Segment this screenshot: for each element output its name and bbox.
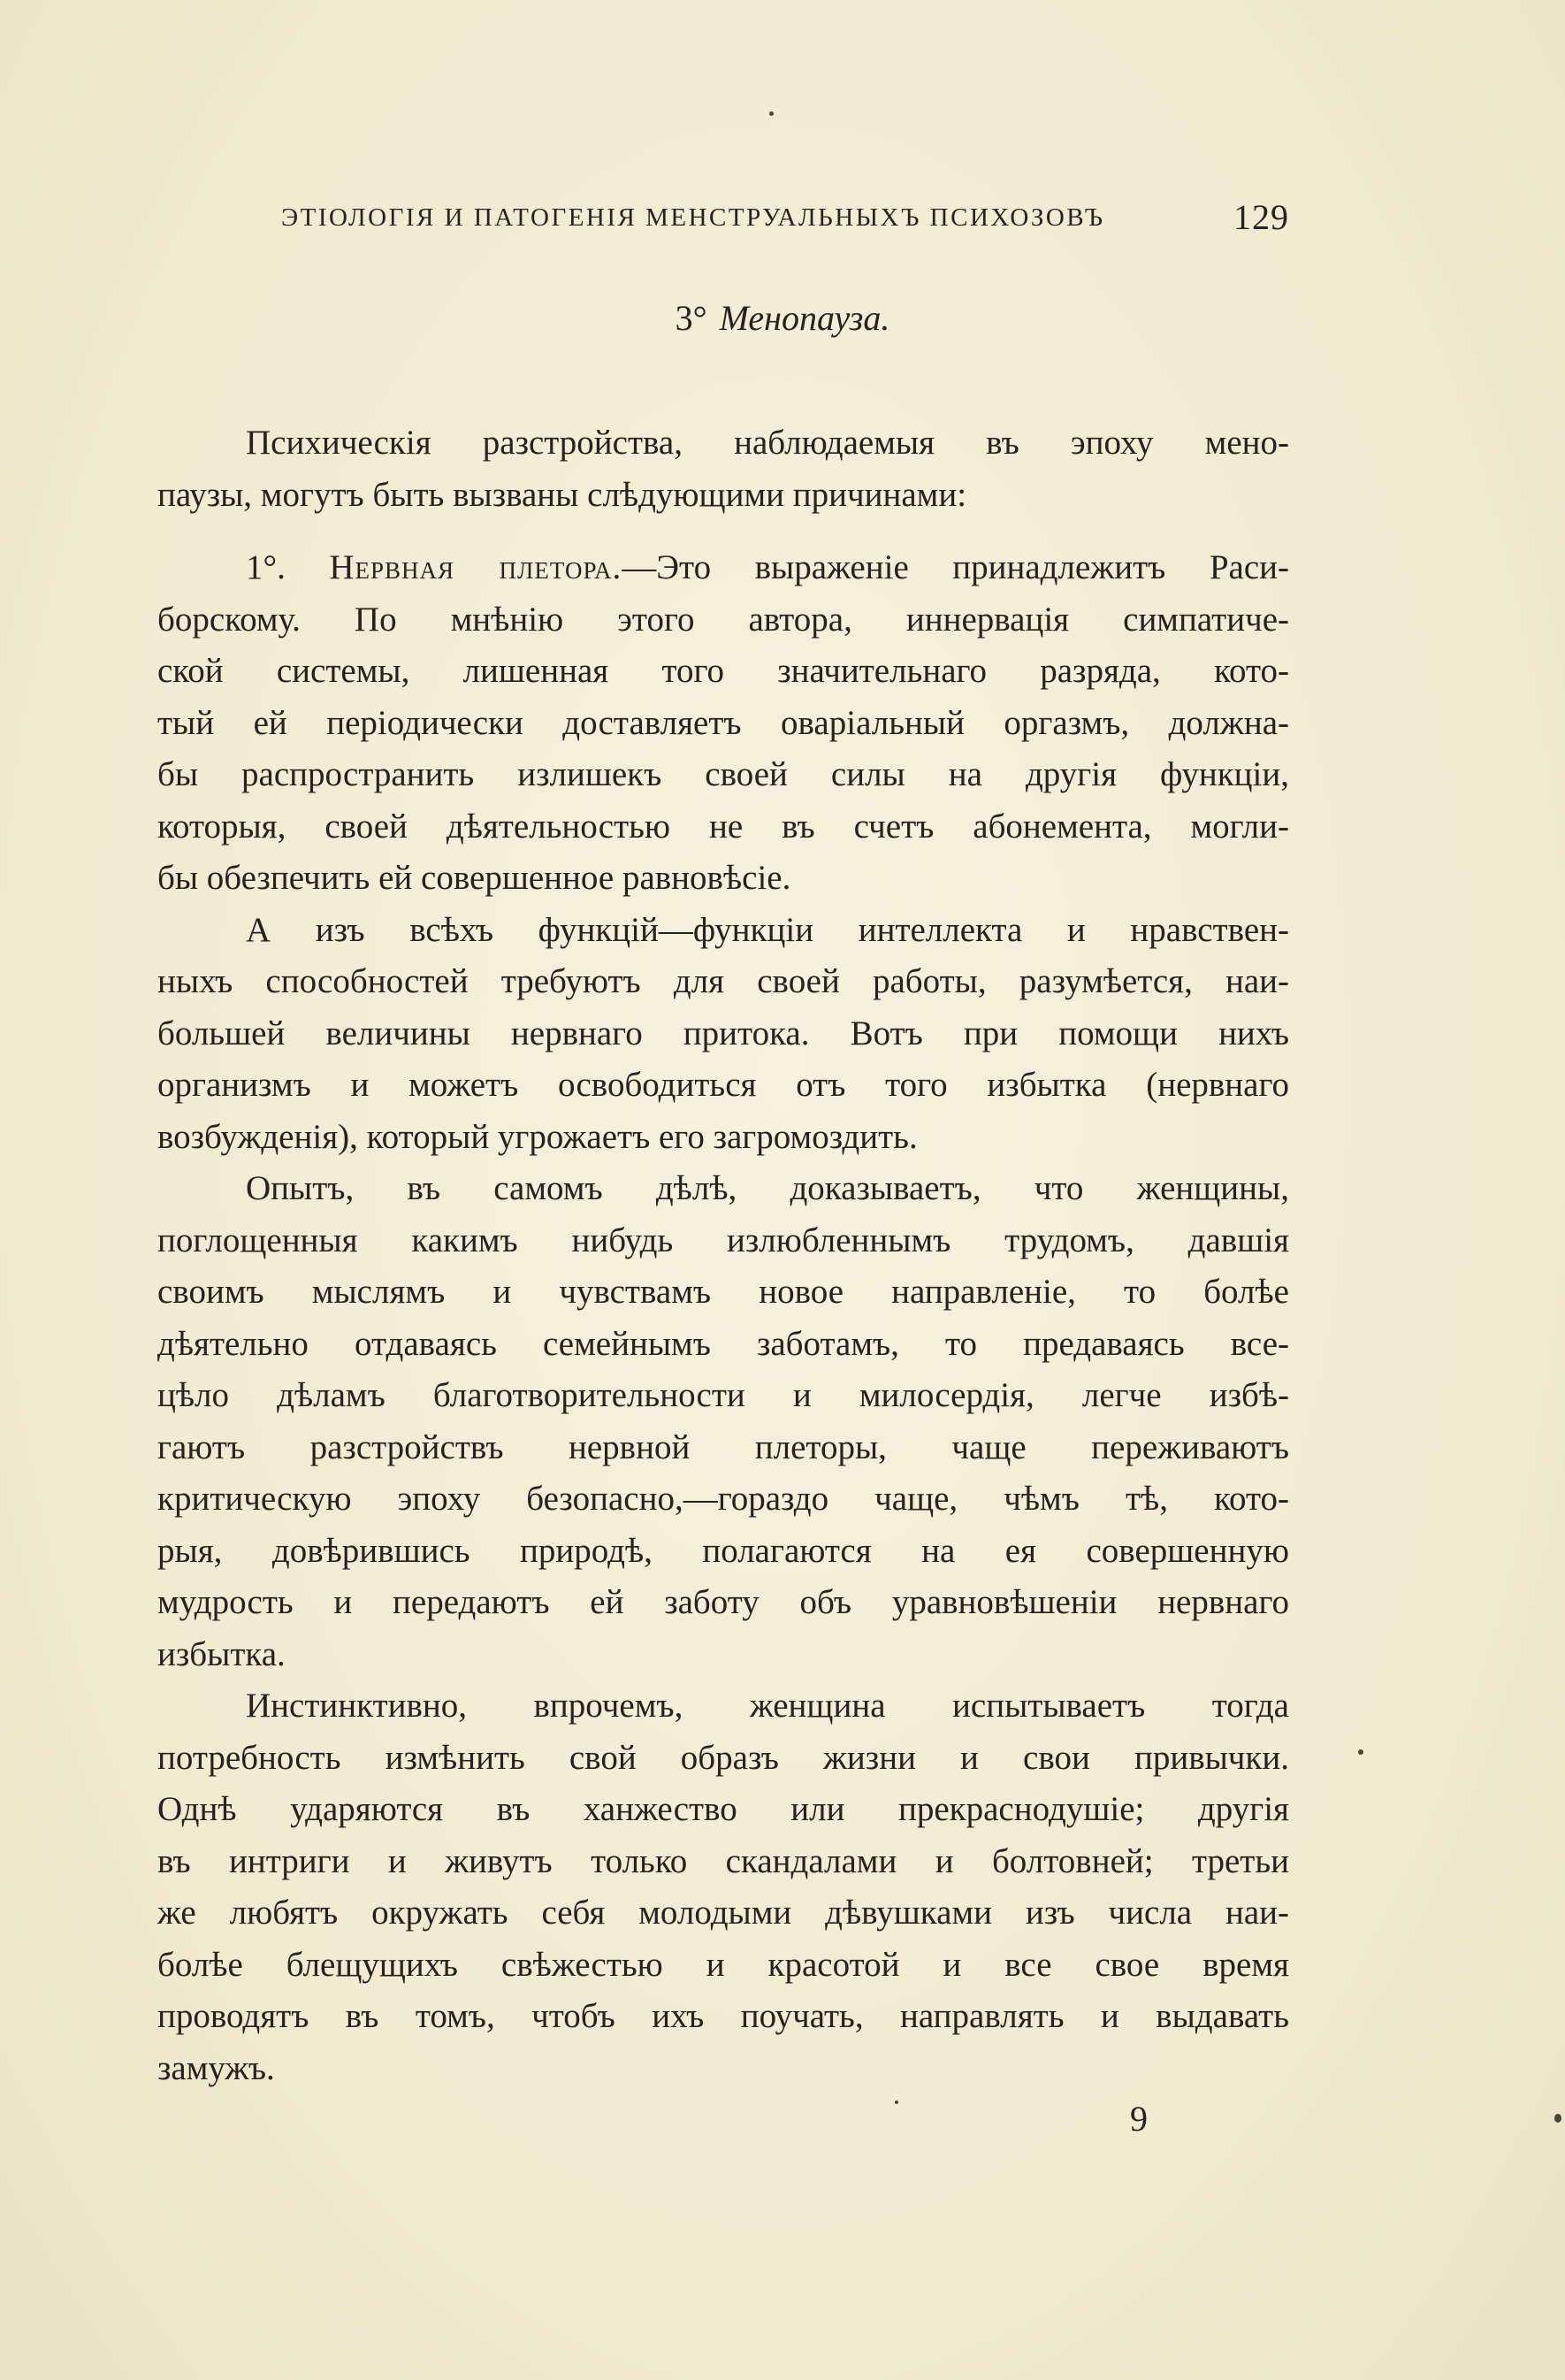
item-term: Нервная плетора. (329, 548, 622, 586)
text-line: тый ей періодически доставляетъ оваріальный оргазмъ, должна- (157, 703, 1289, 742)
paragraph (157, 542, 1289, 905)
paper-speck (895, 2101, 898, 2104)
running-head (281, 196, 1289, 241)
text-line (157, 542, 1289, 594)
text-line: проводятъ въ томъ, чтобъ ихъ поучать, направлять и выдавать (157, 1997, 1289, 2035)
text-line: Психическія разстройства, наблюдаемыя въ эпоху мено- (246, 424, 1289, 462)
text-line: Однѣ ударяются въ ханжество или прекраснодушіе; другія (157, 1790, 1289, 1828)
text-line: бы обезпечить ей совершенное равновѣсіе. (157, 859, 791, 897)
body-text (157, 417, 1289, 2094)
text-line: своимъ мыслямъ и чувствамъ новое направленіе, то болѣе (157, 1273, 1289, 1311)
text-line: ныхъ способностей требуютъ для своей работы, разумѣется, наи- (157, 962, 1289, 1000)
text-line: потребность измѣнить свой образъ жизни и свои привычки. (157, 1738, 1289, 1777)
text-line: Инстинктивно, впрочемъ, женщина испытываетъ тогда (246, 1687, 1289, 1725)
text-line: ской системы, лишенная того значительнаго разряда, кото- (157, 652, 1289, 690)
text-line: поглощенныя какимъ нибудь излюбленнымъ трудомъ, давшія (157, 1221, 1289, 1259)
text-line: мудрость и передаютъ ей заботу объ уравновѣшеніи нервнаго (157, 1583, 1289, 1621)
paragraph (157, 1163, 1289, 1680)
text-line: критическую эпоху безопасно,—гораздо чаще, чѣмъ тѣ, кото- (157, 1480, 1289, 1518)
text-line: организмъ и можетъ освободиться отъ того избытка (нервнаго (157, 1066, 1289, 1104)
paper-speck (769, 111, 774, 116)
paragraph (157, 417, 1289, 521)
section-heading (0, 297, 1565, 339)
text-line: цѣло дѣламъ благотворительности и милосердія, легче избѣ- (157, 1376, 1289, 1414)
text-line: А изъ всѣхъ функцій—функціи интеллекта и нравствен- (246, 910, 1289, 949)
paper-speck (1358, 1749, 1363, 1755)
paragraph (157, 1680, 1289, 2094)
text-line: паузы, могутъ быть вызваны слѣдующими причинами: (157, 475, 967, 514)
text-line: болѣе блещущихъ свѣжестью и красотой и все свое время (157, 1945, 1289, 1984)
text-line: дѣятельно отдаваясь семейнымъ заботамъ, то предаваясь все- (157, 1324, 1289, 1363)
text-line: возбужденія), который угрожаетъ его загромоздить. (157, 1117, 918, 1156)
section-number: 3° (675, 298, 707, 338)
running-title: ЭТІОЛОГІЯ И ПАТОГЕНІЯ МЕНСТРУАЛЬНЫХЪ ПСИХОЗОВЪ (281, 203, 1105, 232)
text-line: которыя, своей дѣятельностью не въ счетъ абонемента, могли- (157, 807, 1289, 846)
text-line: же любятъ окружать себя молодыми дѣвушками изъ числа наи- (157, 1894, 1289, 1932)
text-line: рыя, довѣрившись природѣ, полагаются на ея совершенную (157, 1531, 1289, 1570)
text-line: въ интриги и живутъ только скандалами и болтовней; третьи (157, 1841, 1289, 1880)
text-line: Опытъ, въ самомъ дѣлѣ, доказываетъ, что женщины, (246, 1169, 1289, 1207)
paper-speck (1554, 2114, 1561, 2123)
item-number: 1°. (246, 548, 286, 586)
text-line: бы распространить излишекъ своей силы на другія функціи, (157, 755, 1289, 793)
item-text: —Это выраженіе принадлежитъ Раси- (622, 548, 1289, 586)
paragraph (157, 905, 1289, 1164)
text-line: избытка. (157, 1634, 286, 1673)
text-line: борскому. По мнѣнію этого автора, иннервація симпатиче- (157, 600, 1289, 639)
text-line: большей величины нервнаго притока. Вотъ при помощи нихъ (157, 1014, 1289, 1052)
section-title: Менопауза. (719, 298, 890, 338)
text-line: замужъ. (157, 2048, 275, 2087)
signature-mark: 9 (1130, 2099, 1148, 2139)
text-line: гаютъ разстройствъ нервной плеторы, чаще переживаютъ (157, 1427, 1289, 1466)
page-number: 129 (1233, 197, 1289, 237)
